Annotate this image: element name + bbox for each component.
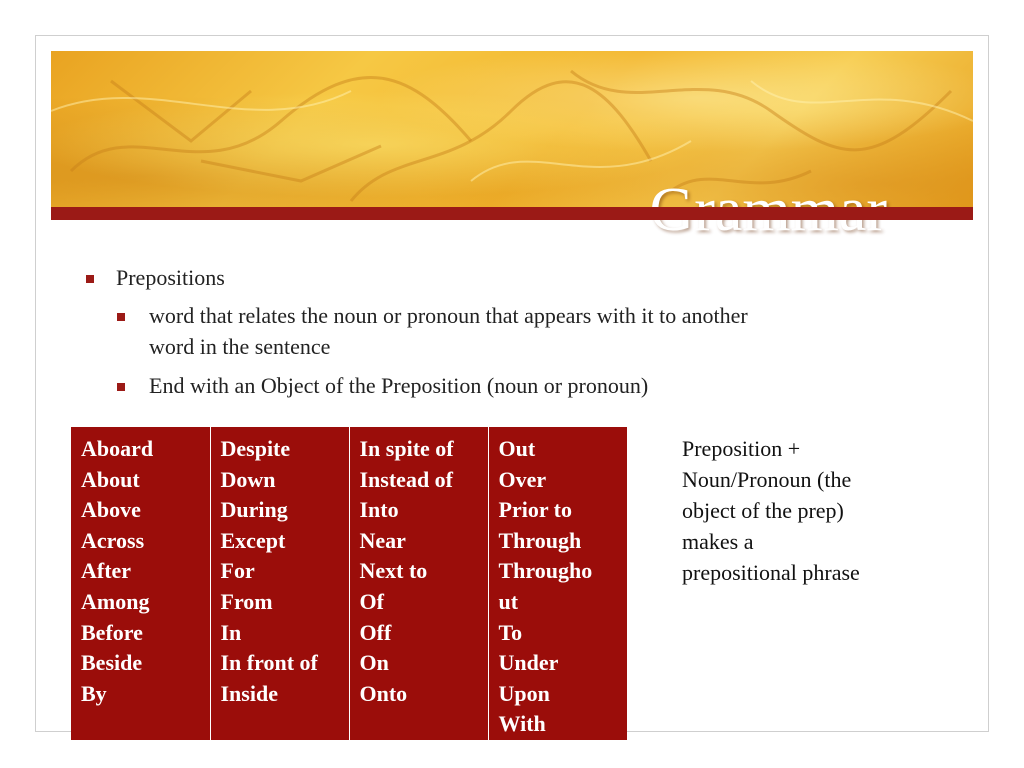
bullet-square-icon — [86, 275, 94, 283]
table-cell-word: Down — [220, 466, 276, 492]
table-cell-word: For — [220, 558, 255, 584]
table-cell-word: In front of — [220, 650, 318, 676]
table-cell-word: Out — [498, 436, 536, 461]
table-cell-word: Despite — [220, 436, 291, 461]
table-cell-word: Of — [359, 588, 384, 614]
table-cell-word: In — [220, 619, 242, 645]
side-note-line: Preposition + — [682, 436, 801, 461]
table-cell-word: During — [220, 497, 288, 523]
table-cell-word: Through — [498, 527, 582, 553]
bullet-text-line: word in the sentence — [149, 334, 331, 359]
table-cell-word: Next to — [359, 558, 428, 584]
bullet-object — [84, 370, 914, 401]
side-note-line: prepositional phrase — [682, 560, 860, 585]
table-cell-word: Througho — [498, 558, 593, 584]
table-cell-word: From — [220, 588, 273, 614]
table-cell-word: Over — [498, 466, 547, 492]
table-cell-word: Above — [81, 497, 141, 523]
table-cell-word: Near — [359, 527, 406, 553]
table-cell-word: Into — [359, 497, 399, 523]
table-cell-word: In spite of — [359, 436, 454, 461]
side-note-line: makes a — [682, 529, 754, 554]
table-cell-word: About — [81, 466, 140, 492]
bullet-list — [84, 264, 914, 401]
banner-strip — [51, 207, 973, 220]
table-cell-word: Onto — [359, 680, 408, 706]
table-cell-word: Before — [81, 619, 143, 645]
bullet-text: Prepositions — [116, 265, 225, 290]
table-cell-word: To — [498, 619, 523, 645]
table-cell-word: Under — [498, 650, 559, 676]
table-cell-word: By — [81, 680, 107, 706]
table-row — [71, 427, 627, 740]
table-cell-word: Among — [81, 588, 150, 614]
table-cell-word: Off — [359, 619, 392, 645]
table-cell-word: Inside — [220, 680, 278, 706]
table-column-4 — [488, 427, 627, 740]
table-cell-word: On — [359, 650, 389, 676]
table-cell-word: Aboard — [81, 436, 154, 461]
prepositions-table — [71, 427, 627, 740]
bullet-square-icon — [117, 383, 125, 391]
table-column-2 — [210, 427, 349, 740]
table-cell-word: Except — [220, 527, 286, 553]
bullet-definition — [84, 300, 914, 362]
table-column-3 — [349, 427, 488, 740]
table-cell-word: After — [81, 558, 132, 584]
table-cell-word: Beside — [81, 650, 143, 676]
side-note — [682, 433, 922, 588]
table-cell-word: With — [498, 711, 546, 737]
bullet-text-line: End with an Object of the Preposition (noun or pronoun) — [149, 373, 649, 398]
side-note-line: Noun/Pronoun (the — [682, 467, 852, 492]
bullet-prepositions — [84, 264, 914, 292]
table-cell-word: ut — [498, 588, 519, 614]
table-cell-word: Upon — [498, 680, 550, 706]
table-cell-word: Across — [81, 527, 145, 553]
bullet-text-line: word that relates the noun or pronoun that appears with it to another — [149, 303, 748, 328]
title-banner — [51, 51, 973, 207]
side-note-line: object of the prep) — [682, 498, 844, 523]
table-cell-word: Instead of — [359, 466, 454, 492]
table-cell-word: Prior to — [498, 497, 573, 523]
bullet-square-icon — [117, 313, 125, 321]
table-column-1 — [71, 427, 210, 740]
